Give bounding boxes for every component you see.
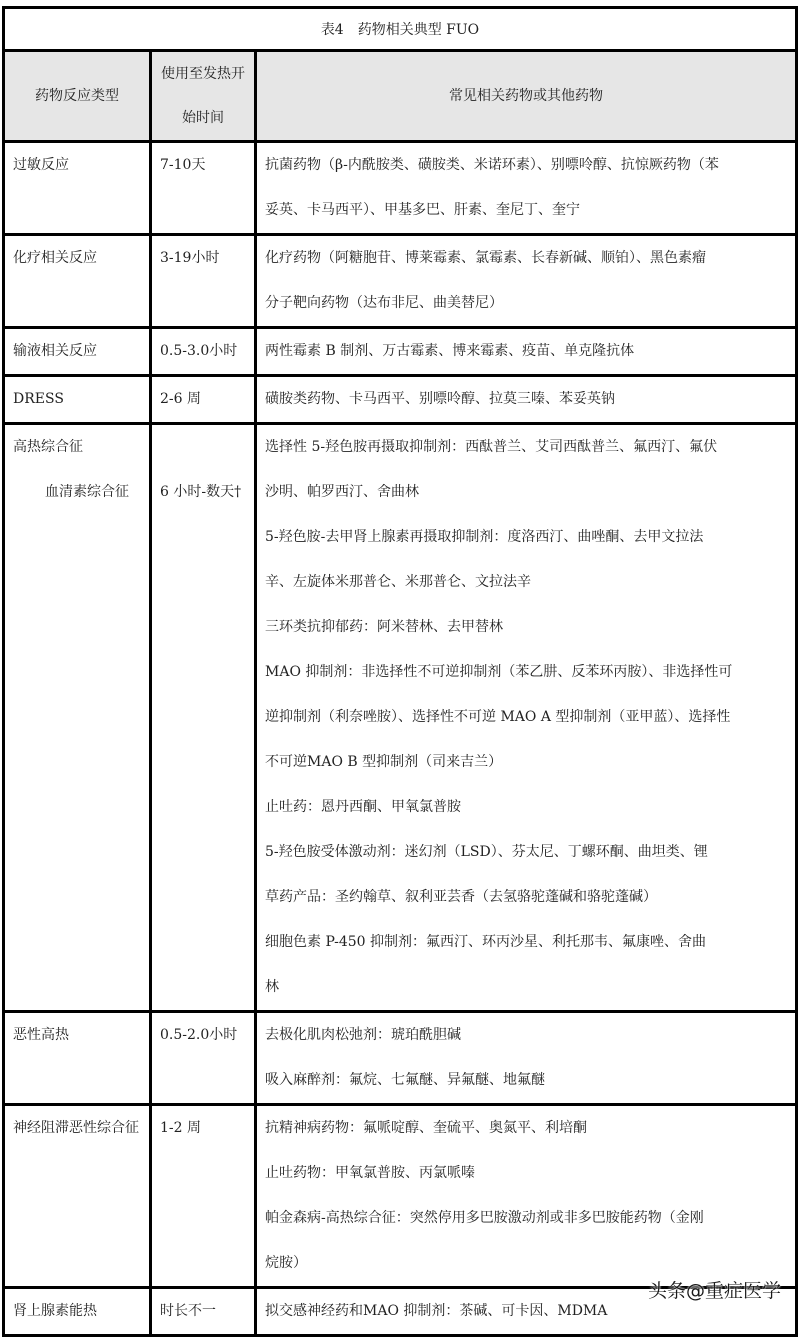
table-row [4, 328, 797, 376]
cell-drugs [256, 142, 797, 235]
table-title: 表4 药物相关典型 FUO [4, 8, 797, 51]
drug-fuo-table [2, 6, 798, 1337]
header-onset-time-line1: 使用至发热开 [161, 66, 245, 82]
drug-line: 林 [265, 979, 279, 995]
drug-line: 止吐药：恩丹西酮、甲氧氯普胺 [265, 799, 461, 815]
drug-line: 抗精神病药物：氟哌啶醇、奎硫平、奥氮平、利培酮 [265, 1120, 587, 1136]
cell-onset-time: 1-2 周 [151, 1105, 256, 1288]
drug-line: 妥英、卡马西平）、甲基多巴、肝素、奎尼丁、奎宁 [265, 202, 580, 218]
drug-line: 抗菌药物（β-内酰胺类、磺胺类、米诺环素）、别嘌呤醇、抗惊厥药物（苯 [265, 157, 719, 173]
cell-reaction-type: DRESS [4, 376, 151, 424]
drug-line: 烷胺） [265, 1255, 307, 1271]
cell-reaction-type: 高热综合征 血清素综合征 [4, 424, 151, 1012]
table-row [4, 376, 797, 424]
cell-drugs [256, 1105, 797, 1288]
drug-line: 三环类抗抑郁药：阿米替林、去甲替林 [265, 619, 503, 635]
cell-reaction-type: 输液相关反应 [4, 328, 151, 376]
drug-line: 两性霉素 B 制剂、万古霉素、博来霉素、疫苗、单克隆抗体 [265, 343, 635, 359]
drug-line: 5-羟色胺-去甲肾上腺素再摄取抑制剂：度洛西汀、曲唑酮、去甲文拉法 [265, 529, 704, 545]
drug-line: 细胞色素 P-450 抑制剂：氟西汀、环丙沙星、利托那韦、氟康唑、舍曲 [265, 934, 707, 950]
header-reaction-type: 药物反应类型 [4, 51, 151, 142]
cell-onset-time: 时长不一 [151, 1288, 256, 1336]
cell-reaction-type: 恶性高热 [4, 1012, 151, 1105]
drug-line: 拟交感神经药和MAO 抑制剂：茶碱、可卡因、MDMA [265, 1303, 608, 1319]
table-title-row [4, 8, 797, 51]
drug-line: 止吐药物：甲氧氯普胺、丙氯哌嗪 [265, 1165, 475, 1181]
drug-line: 辛、左旋体米那普仑、米那普仑、文拉法辛 [265, 574, 531, 590]
drug-line: 帕金森病-高热综合征：突然停用多巴胺激动剂或非多巴胺能药物（金刚 [265, 1210, 704, 1226]
cell-reaction-type: 过敏反应 [4, 142, 151, 235]
drug-line: 草药产品：圣约翰草、叙利亚芸香（去氢骆驼蓬碱和骆驼蓬碱） [265, 889, 657, 905]
drug-line: 不可逆MAO B 型抑制剂（司来吉兰） [265, 754, 503, 770]
table-row [4, 235, 797, 328]
cell-drugs [256, 424, 797, 1012]
cell-reaction-subtype: 血清素综合征 [45, 484, 129, 500]
drug-line: 磺胺类药物、卡马西平、别嘌呤醇、拉莫三嗪、苯妥英钠 [265, 391, 615, 407]
table-row [4, 1012, 797, 1105]
cell-drugs [256, 1012, 797, 1105]
header-common-drugs: 常见相关药物或其他药物 [256, 51, 797, 142]
drug-line: 化疗药物（阿糖胞苷、博莱霉素、氯霉素、长春新碱、顺铂）、黑色素瘤 [265, 250, 706, 266]
cell-drugs [256, 376, 797, 424]
drug-line: 分子靶向药物（达布非尼、曲美替尼） [265, 295, 503, 311]
cell-reaction-type: 肾上腺素能热 [4, 1288, 151, 1336]
cell-drugs [256, 328, 797, 376]
drug-line: 吸入麻醉剂：氟烷、七氟醚、异氟醚、地氟醚 [265, 1072, 545, 1088]
cell-onset-time: 2-6 周 [151, 376, 256, 424]
drug-line: 沙明、帕罗西汀、舍曲林 [265, 484, 419, 500]
drug-line: 5-羟色胺受体激动剂：迷幻剂（LSD）、芬太尼、丁螺环酮、曲坦类、锂 [265, 844, 708, 860]
drug-line: 选择性 5-羟色胺再摄取抑制剂：西酞普兰、艾司西酞普兰、氟西汀、氟伏 [265, 439, 718, 455]
header-onset-time-line2: 始时间 [182, 110, 224, 126]
table-header-row [4, 51, 797, 142]
cell-reaction-type: 神经阻滞恶性综合征 [4, 1105, 151, 1288]
header-onset-time [151, 51, 256, 142]
cell-onset-time: 3-19小时 [151, 235, 256, 328]
cell-onset-time: 7-10天 [151, 142, 256, 235]
cell-onset-time: 0.5-3.0小时 [151, 328, 256, 376]
watermark: 头条@重症医学 [648, 1280, 782, 1302]
table-row [4, 424, 797, 1012]
drug-line: MAO 抑制剂：非选择性不可逆抑制剂（苯乙肼、反苯环丙胺）、非选择性可 [265, 664, 733, 680]
drug-line: 去极化肌肉松弛剂：琥珀酰胆碱 [265, 1027, 461, 1043]
drug-line: 逆抑制剂（利奈唑胺）、选择性不可逆 MAO A 型抑制剂（亚甲蓝）、选择性 [265, 709, 731, 725]
cell-reaction-type: 化疗相关反应 [4, 235, 151, 328]
table-row [4, 142, 797, 235]
table-row [4, 1105, 797, 1288]
cell-onset-time: 0.5-2.0小时 [151, 1012, 256, 1105]
cell-drugs [256, 235, 797, 328]
cell-onset-time: 6 小时-数天† [151, 424, 256, 1012]
